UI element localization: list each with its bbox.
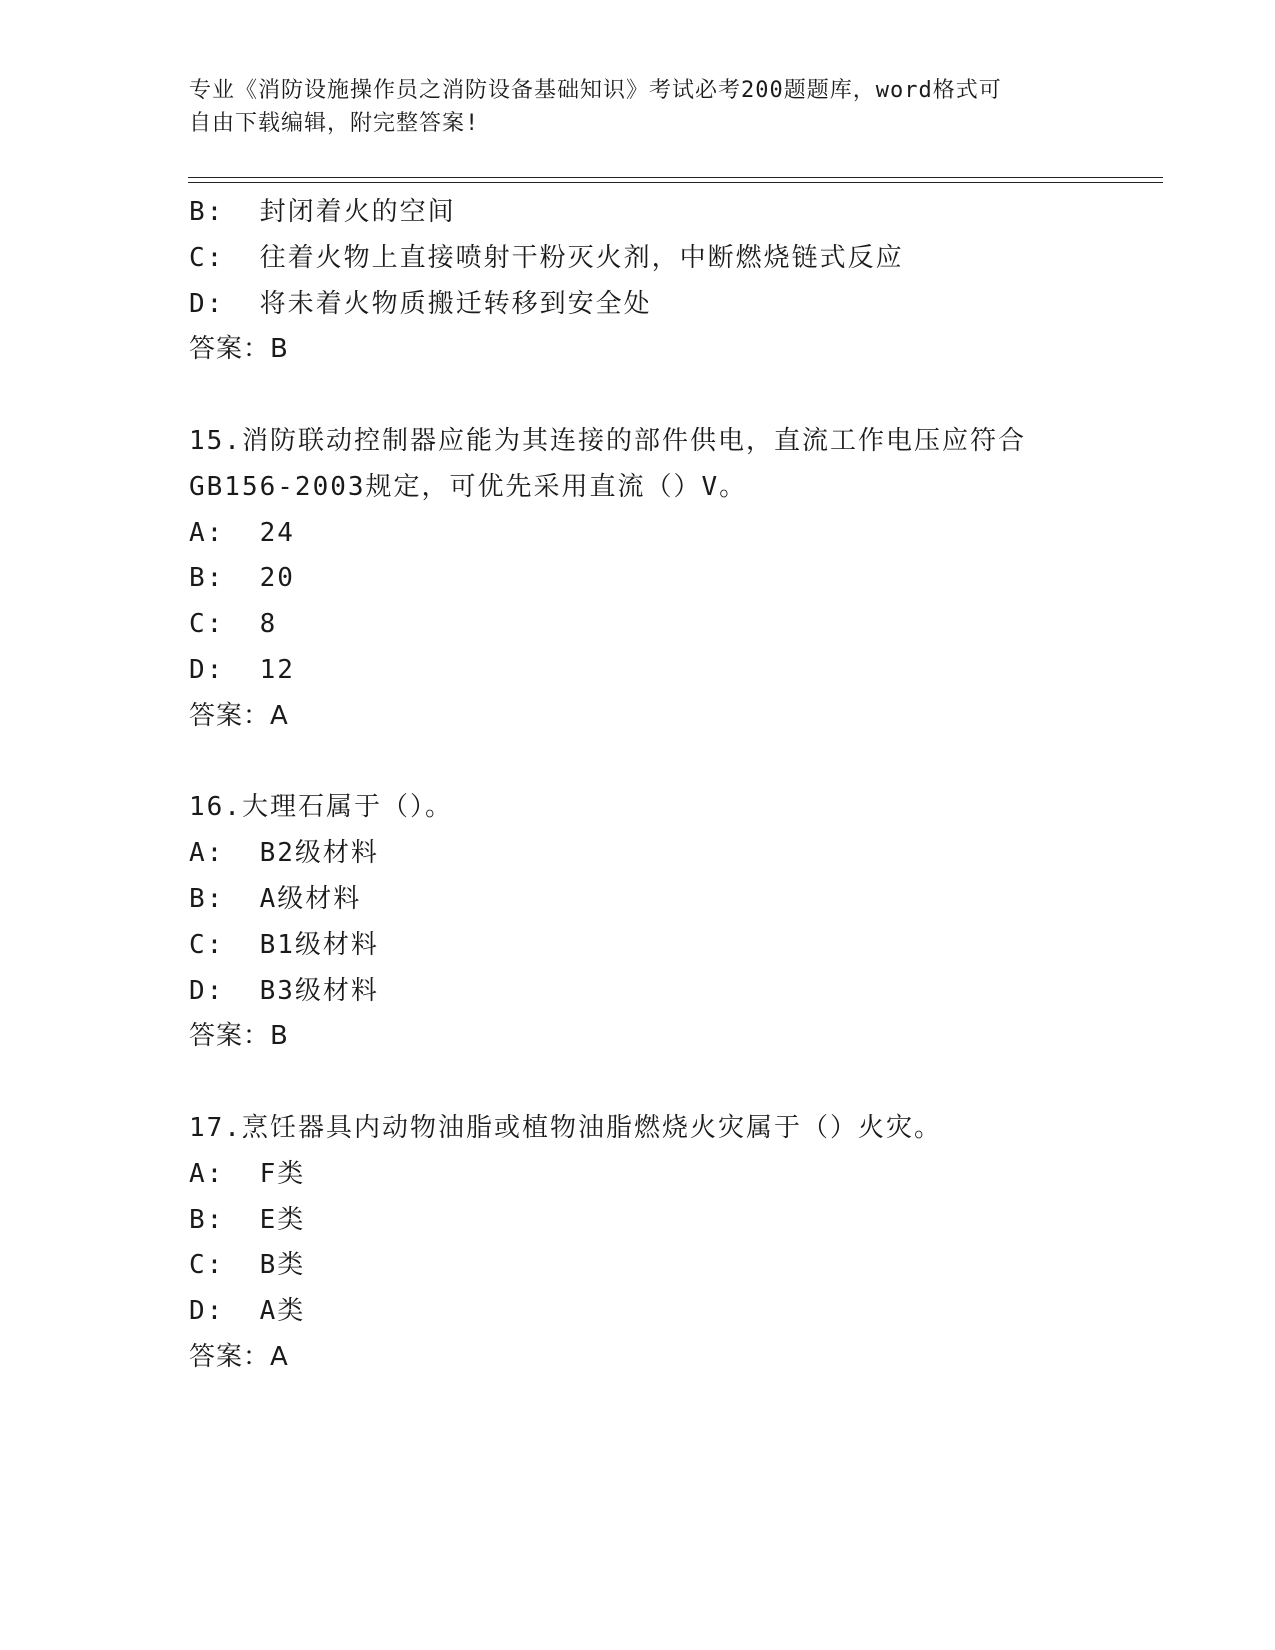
- option-key: B:: [189, 563, 242, 594]
- question-16: [189, 785, 1149, 1060]
- question-stem-line-2: GB156-2003规定，可优先采用直流（）V。: [189, 471, 748, 502]
- option-text: F类: [259, 1158, 306, 1189]
- answer-label: 答案：: [189, 1341, 271, 1372]
- question-stem-line-1: 15.消防联动控制器应能为其连接的部件供电，直流工作电压应符合: [189, 425, 1026, 456]
- question-15: [189, 419, 1149, 740]
- header-line-1: 专业《消防设施操作员之消防设备基础知识》考试必考200题题库，word格式可: [189, 78, 1002, 103]
- option-text: 8: [259, 609, 278, 640]
- option-d: [189, 969, 1149, 1015]
- option-key: D:: [189, 1296, 242, 1327]
- answer-value: B: [270, 334, 289, 365]
- answer-label: 答案：: [189, 334, 271, 365]
- option-text: A类: [259, 1296, 306, 1327]
- question-list: [189, 190, 1149, 1381]
- question-stem-line-1: 16.大理石属于（）。: [189, 792, 453, 823]
- header-divider-top: [188, 177, 1163, 178]
- answer-line: [189, 1014, 1149, 1060]
- question-17: [189, 1106, 1149, 1381]
- question-14-tail: [189, 190, 1149, 373]
- option-key: C:: [189, 242, 242, 273]
- answer-line: [189, 327, 1149, 373]
- answer-line: [189, 1335, 1149, 1381]
- option-key: B:: [189, 197, 242, 227]
- answer-value: B: [270, 1021, 289, 1052]
- header-line-2: 自由下载编辑，附完整答案!: [189, 111, 480, 136]
- document-header: [189, 74, 1089, 140]
- option-d: [189, 1289, 1149, 1335]
- question-stem-line-1: 17.烹饪器具内动物油脂或植物油脂燃烧火灾属于（）火灾。: [189, 1112, 942, 1143]
- option-a: [189, 1152, 1149, 1198]
- option-text: A级材料: [259, 883, 362, 914]
- option-key: B:: [189, 883, 242, 914]
- header-divider-bottom: [188, 182, 1163, 183]
- option-key: A:: [189, 838, 242, 869]
- option-a: [189, 511, 1149, 557]
- option-d: [189, 648, 1149, 694]
- answer-label: 答案：: [189, 700, 271, 731]
- spacer: [189, 740, 1149, 786]
- option-text: B3级材料: [259, 975, 379, 1006]
- option-text: 将未着火物质搬迁转移到安全处: [259, 288, 652, 319]
- option-text: 20: [259, 563, 295, 594]
- option-b: [189, 556, 1149, 602]
- option-key: D:: [189, 975, 242, 1006]
- option-key: C:: [189, 1250, 242, 1281]
- option-text: 12: [259, 654, 295, 685]
- option-text: 封闭着火的空间: [259, 197, 456, 227]
- option-text: E类: [259, 1204, 306, 1235]
- option-b: [189, 877, 1149, 923]
- answer-value: A: [270, 700, 289, 731]
- spacer: [189, 1060, 1149, 1106]
- option-key: C:: [189, 929, 242, 960]
- option-key: A:: [189, 1158, 242, 1189]
- option-key: B:: [189, 1204, 242, 1235]
- option-b: [189, 1198, 1149, 1244]
- option-text: B类: [259, 1250, 306, 1281]
- option-c: [189, 1243, 1149, 1289]
- answer-value: A: [270, 1341, 289, 1372]
- option-c: [189, 923, 1149, 969]
- option-d: [189, 282, 1149, 328]
- option-c: [189, 602, 1149, 648]
- option-text: 24: [259, 517, 295, 548]
- option-key: D:: [189, 654, 242, 685]
- answer-label: 答案：: [189, 1021, 271, 1052]
- option-c: [189, 236, 1149, 282]
- option-text: B2级材料: [259, 838, 379, 869]
- option-b: [189, 190, 1149, 236]
- answer-line: [189, 694, 1149, 740]
- option-key: C:: [189, 609, 242, 640]
- option-key: D:: [189, 288, 242, 319]
- option-text: B1级材料: [259, 929, 379, 960]
- spacer: [189, 373, 1149, 419]
- option-a: [189, 831, 1149, 877]
- option-text: 往着火物上直接喷射干粉灭火剂，中断燃烧链式反应: [259, 242, 904, 273]
- option-key: A:: [189, 517, 242, 548]
